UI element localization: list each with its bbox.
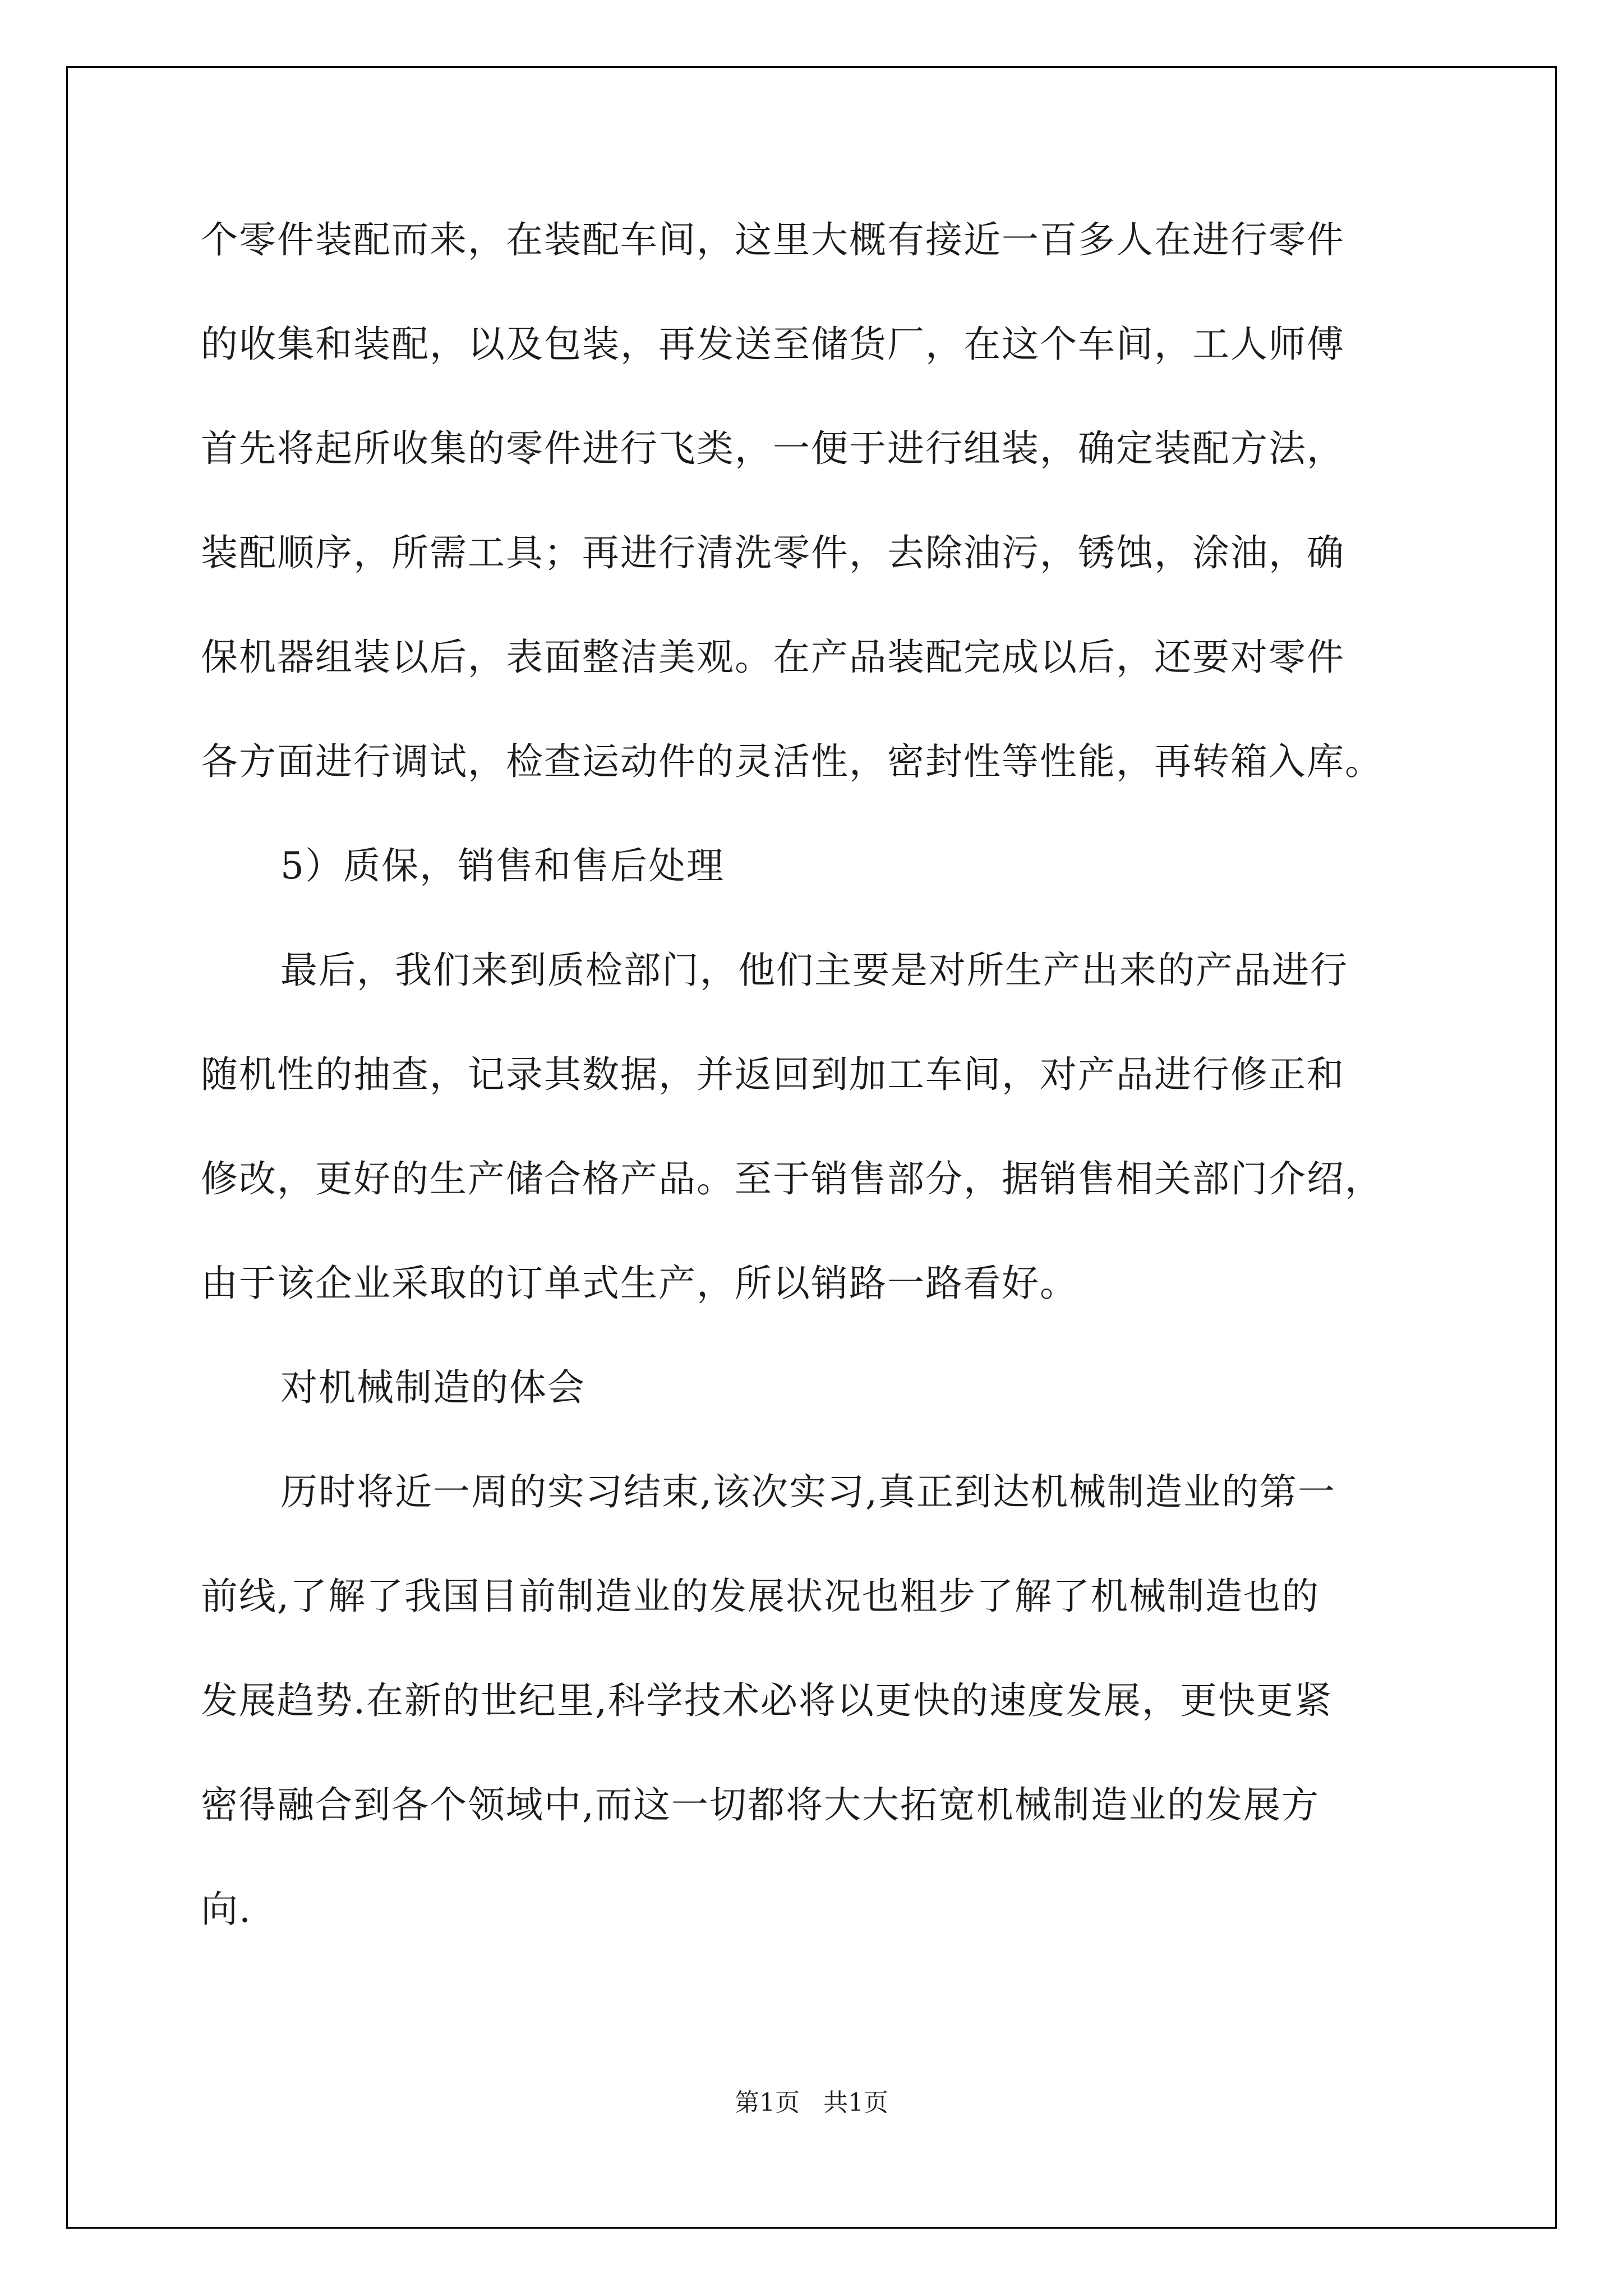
- text-line: 各方面进行调试，检查运动件的灵活性，密封性等性能，再转箱入库。: [201, 740, 1383, 783]
- document-body: [201, 218, 1435, 1995]
- text-line: 保机器组装以后，表面整洁美观。在产品装配完成以后，还要对零件: [201, 636, 1345, 679]
- text-line: 向.: [201, 1888, 252, 1931]
- text-line: 随机性的抽查，记录其数据，并返回到加工车间，对产品进行修正和: [201, 1053, 1345, 1096]
- text-line: 发展趋势.在新的世纪里,科学技术必将以更快的速度发展，更快更紧: [201, 1679, 1332, 1722]
- text-line: 装配顺序，所需工具；再进行清洗零件，去除油污，锈蚀，涂油，确: [201, 531, 1345, 574]
- text-line: 首先将起所收集的零件进行飞类，一便于进行组装，确定装配方法，: [201, 427, 1345, 470]
- text-line: 前线,了解了我国目前制造业的发展状况也粗步了解了机械制造也的: [201, 1575, 1320, 1618]
- text-line: 历时将近一周的实习结束,该次实习,真正到达机械制造业的第一: [280, 1470, 1336, 1513]
- page-number: 第1页 共1页: [735, 2088, 888, 2117]
- section-heading: 对机械制造的体会: [280, 1366, 585, 1409]
- text-line: 的收集和装配，以及包装，再发送至储货厂，在这个车间，工人师傅: [201, 323, 1345, 366]
- text-line: 最后，我们来到质检部门，他们主要是对所生产出来的产品进行: [280, 949, 1348, 992]
- section-heading: 5）质保，销售和售后处理: [280, 844, 725, 887]
- text-line: 由于该企业采取的订单式生产，所以销路一路看好。: [201, 1262, 1078, 1305]
- text-line: 修改，更好的生产储合格产品。至于销售部分，据销售相关部门介绍，: [201, 1157, 1383, 1200]
- text-line: 个零件装配而来，在装配车间，这里大概有接近一百多人在进行零件: [201, 218, 1345, 261]
- text-line: 密得融合到各个领域中,而这一切都将大大拓宽机械制造业的发展方: [201, 1783, 1320, 1826]
